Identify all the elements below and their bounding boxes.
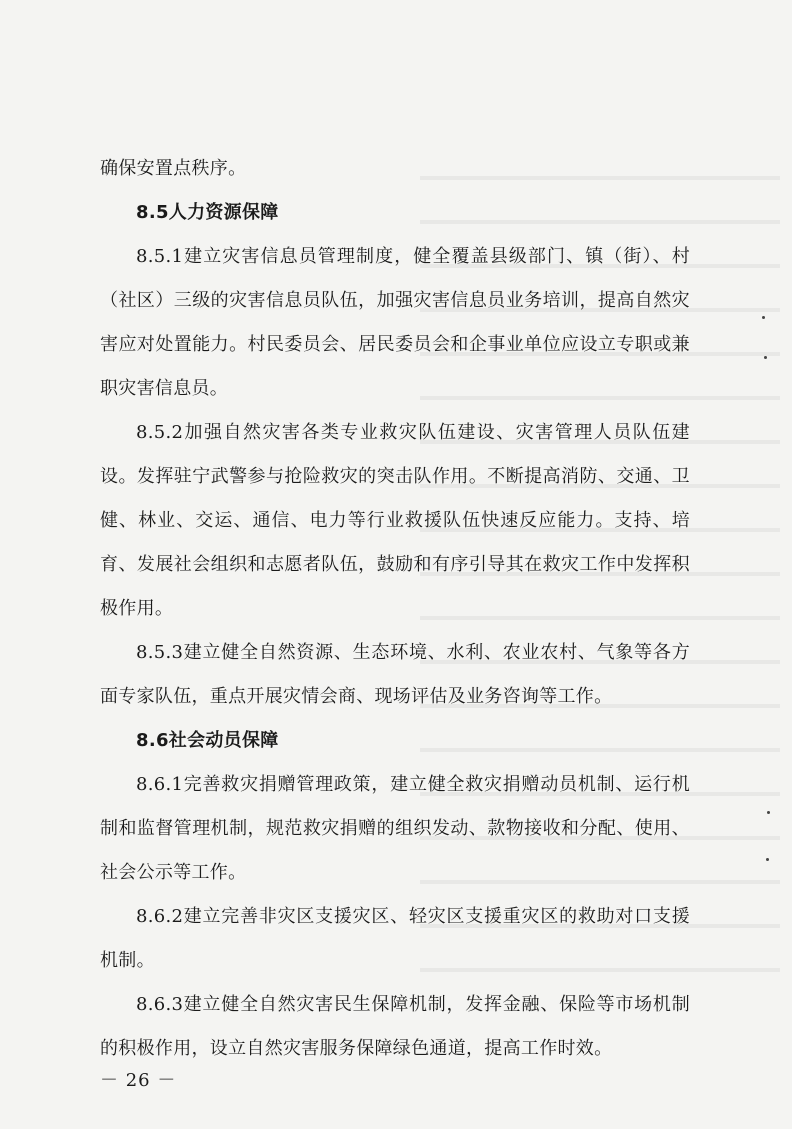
scan-speck [766,858,769,861]
scan-speck [767,811,770,814]
section-heading-8-6: 8.6社会动员保障 [136,730,279,751]
scan-speck [764,356,767,359]
section-heading-8-5: 8.5人力资源保障 [136,202,279,223]
paragraph-8-6-2: 8.6.2建立完善非灾区支援灾区、轻灾区支援重灾区的救助对口支援机制。 [100,906,690,971]
document-body [100,147,690,1071]
scan-speck [762,316,765,319]
page-number: － 26 － [100,1070,177,1091]
paragraph-continuation: 确保安置点秩序。 [100,158,247,179]
paragraph-8-6-3: 8.6.3建立健全自然灾害民生保障机制，发挥金融、保险等市场机制的积极作用，设立自然灾害服务保障绿色通道，提高工作时效。 [100,994,690,1059]
paragraph-8-6-1: 8.6.1完善救灾捐赠管理政策，建立健全救灾捐赠动员机制、运行机制和监督管理机制，规范救灾捐赠的组织发动、款物接收和分配、使用、社会公示等工作。 [100,774,690,883]
paragraph-8-5-3: 8.5.3建立健全自然资源、生态环境、水利、农业农村、气象等各方面专家队伍，重点开展灾情会商、现场评估及业务咨询等工作。 [100,642,690,707]
paragraph-8-5-2: 8.5.2加强自然灾害各类专业救灾队伍建设、灾害管理人员队伍建设。发挥驻宁武警参与抢险救灾的突击队作用。不断提高消防、交通、卫健、林业、交运、通信、电力等行业救援队伍快速反应能力。支持、培育、发展社会组织和志愿者队伍，鼓励和有序引导其在救灾工作中发挥积极作用。 [100,422,690,619]
paragraph-8-5-1: 8.5.1建立灾害信息员管理制度，健全覆盖县级部门、镇（街）、村（社区）三级的灾害信息员队伍，加强灾害信息员业务培训，提高自然灾害应对处置能力。村民委员会、居民委员会和企事业单位应设立专职或兼职灾害信息员。 [100,246,690,399]
